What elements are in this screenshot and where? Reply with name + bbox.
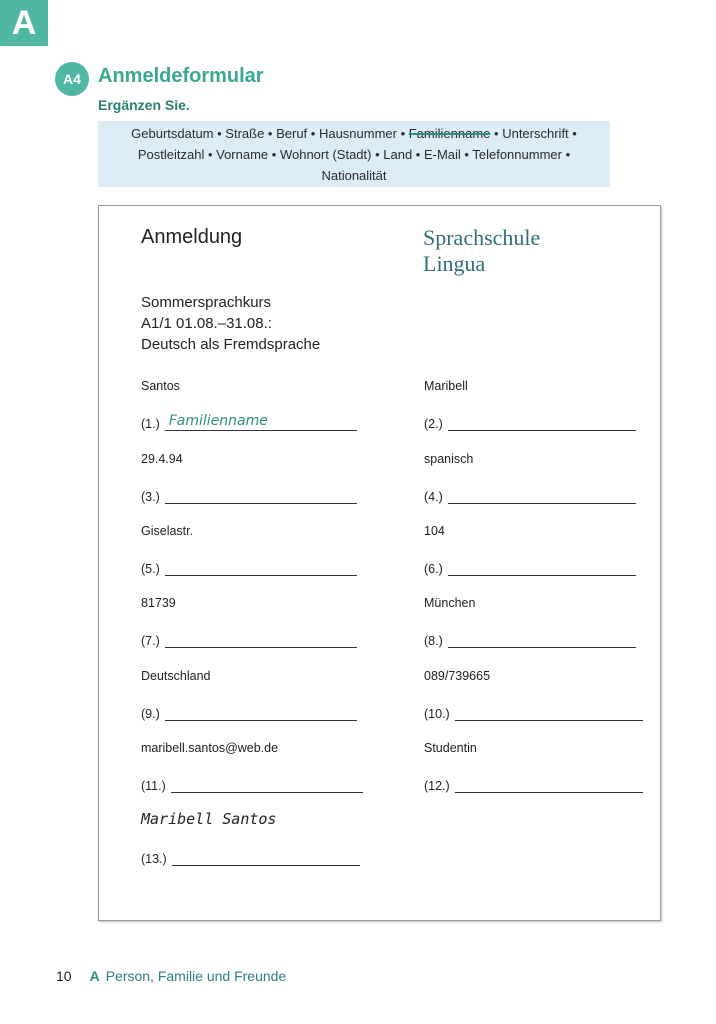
field-4 — [424, 486, 636, 504]
word: Telefonnummer — [472, 147, 562, 162]
field-number: (13.) — [141, 852, 167, 866]
school-name-line: Lingua — [423, 251, 486, 276]
registration-form — [98, 205, 661, 921]
field-number: (7.) — [141, 634, 160, 648]
value-signature: Maribell Santos — [141, 810, 277, 828]
field-10 — [424, 703, 643, 721]
field-number: (12.) — [424, 779, 450, 793]
form-title: Anmeldung — [141, 226, 243, 248]
answer-line[interactable] — [165, 486, 357, 504]
exercise-title: Anmeldeformular — [98, 65, 264, 87]
course-info — [141, 292, 320, 355]
word-bank-line-3 — [98, 165, 610, 186]
course-line: A1/1 01.08.–31.08.: — [141, 315, 272, 332]
field-number: (10.) — [424, 707, 450, 721]
course-line: Deutsch als Fremdsprache — [141, 336, 321, 353]
page-footer — [56, 968, 286, 984]
word-bank-line-2: Postleitzahl • Vorname • Wohnort (Stadt) • Land • E-Mail • Telefonnummer • — [137, 147, 571, 162]
field-7 — [141, 630, 357, 648]
chapter-tab: A — [0, 0, 48, 46]
field-number: (8.) — [424, 634, 443, 648]
field-13 — [141, 848, 360, 866]
word-bank — [98, 121, 610, 187]
answer-text: Familienname — [168, 413, 268, 429]
word: Geburtsdatum — [131, 126, 214, 141]
exercise-badge: A4 — [55, 62, 89, 96]
word: Beruf — [276, 126, 308, 141]
word: Straße — [225, 126, 265, 141]
word: Postleitzahl — [137, 147, 205, 162]
page-number: 10 — [56, 968, 72, 984]
field-2 — [424, 413, 636, 431]
value-birthdate: 29.4.94 — [141, 452, 183, 466]
word: Hausnummer — [318, 126, 397, 141]
field-number: (9.) — [141, 707, 160, 721]
answer-line[interactable] — [455, 703, 643, 721]
school-name-line: Sprachschule — [423, 225, 541, 250]
answer-line[interactable] — [448, 413, 636, 431]
field-number: (1.) — [141, 417, 160, 431]
answer-line[interactable] — [165, 558, 357, 576]
field-9 — [141, 703, 357, 721]
chapter-letter: A — [89, 968, 100, 984]
field-number: (2.) — [424, 417, 443, 431]
value-house-number: 104 — [424, 524, 445, 538]
word: Land — [383, 147, 413, 162]
answer-line[interactable] — [448, 558, 636, 576]
value-email: maribell.santos@web.de — [141, 741, 279, 755]
field-1 — [141, 413, 357, 431]
word: Unterschrift — [502, 126, 569, 141]
answer-line[interactable] — [448, 486, 636, 504]
word: Vorname — [216, 147, 269, 162]
value-postcode: 81739 — [141, 596, 176, 610]
value-nationality: spanisch — [424, 452, 474, 466]
field-6 — [424, 558, 636, 576]
chapter-title: Person, Familie und Freunde — [105, 968, 287, 984]
word-bank-line-1: Geburtsdatum • Straße • Beruf • Hausnummer • Familienname • Unterschrift • — [131, 126, 577, 141]
field-number: (3.) — [141, 490, 160, 504]
answer-line[interactable] — [448, 630, 636, 648]
word: E-Mail — [423, 147, 461, 162]
field-3 — [141, 486, 357, 504]
answer-line[interactable] — [165, 630, 357, 648]
field-8 — [424, 630, 636, 648]
answer-line[interactable] — [165, 413, 357, 431]
value-occupation: Studentin — [424, 741, 477, 755]
field-number: (6.) — [424, 562, 443, 576]
answer-line[interactable] — [171, 775, 363, 793]
value-city: München — [424, 596, 476, 610]
answer-line[interactable] — [455, 775, 643, 793]
value-first-name: Maribell — [424, 379, 468, 393]
value-phone: 089/739665 — [424, 669, 491, 683]
school-name — [423, 225, 540, 277]
answer-line[interactable] — [165, 703, 357, 721]
field-11 — [141, 775, 363, 793]
field-5 — [141, 558, 357, 576]
answer-line[interactable] — [172, 848, 360, 866]
field-number: (5.) — [141, 562, 160, 576]
value-country: Deutschland — [141, 669, 211, 683]
word-struck: Familienname — [408, 126, 491, 141]
course-line: Sommersprachkurs — [141, 294, 272, 311]
value-street: Giselastr. — [141, 524, 194, 538]
field-12 — [424, 775, 643, 793]
value-surname: Santos — [141, 379, 180, 393]
word: Nationalität — [321, 168, 387, 183]
field-number: (4.) — [424, 490, 443, 504]
exercise-instruction: Ergänzen Sie. — [98, 97, 190, 113]
word: Wohnort (Stadt) — [279, 147, 372, 162]
field-number: (11.) — [141, 779, 166, 793]
